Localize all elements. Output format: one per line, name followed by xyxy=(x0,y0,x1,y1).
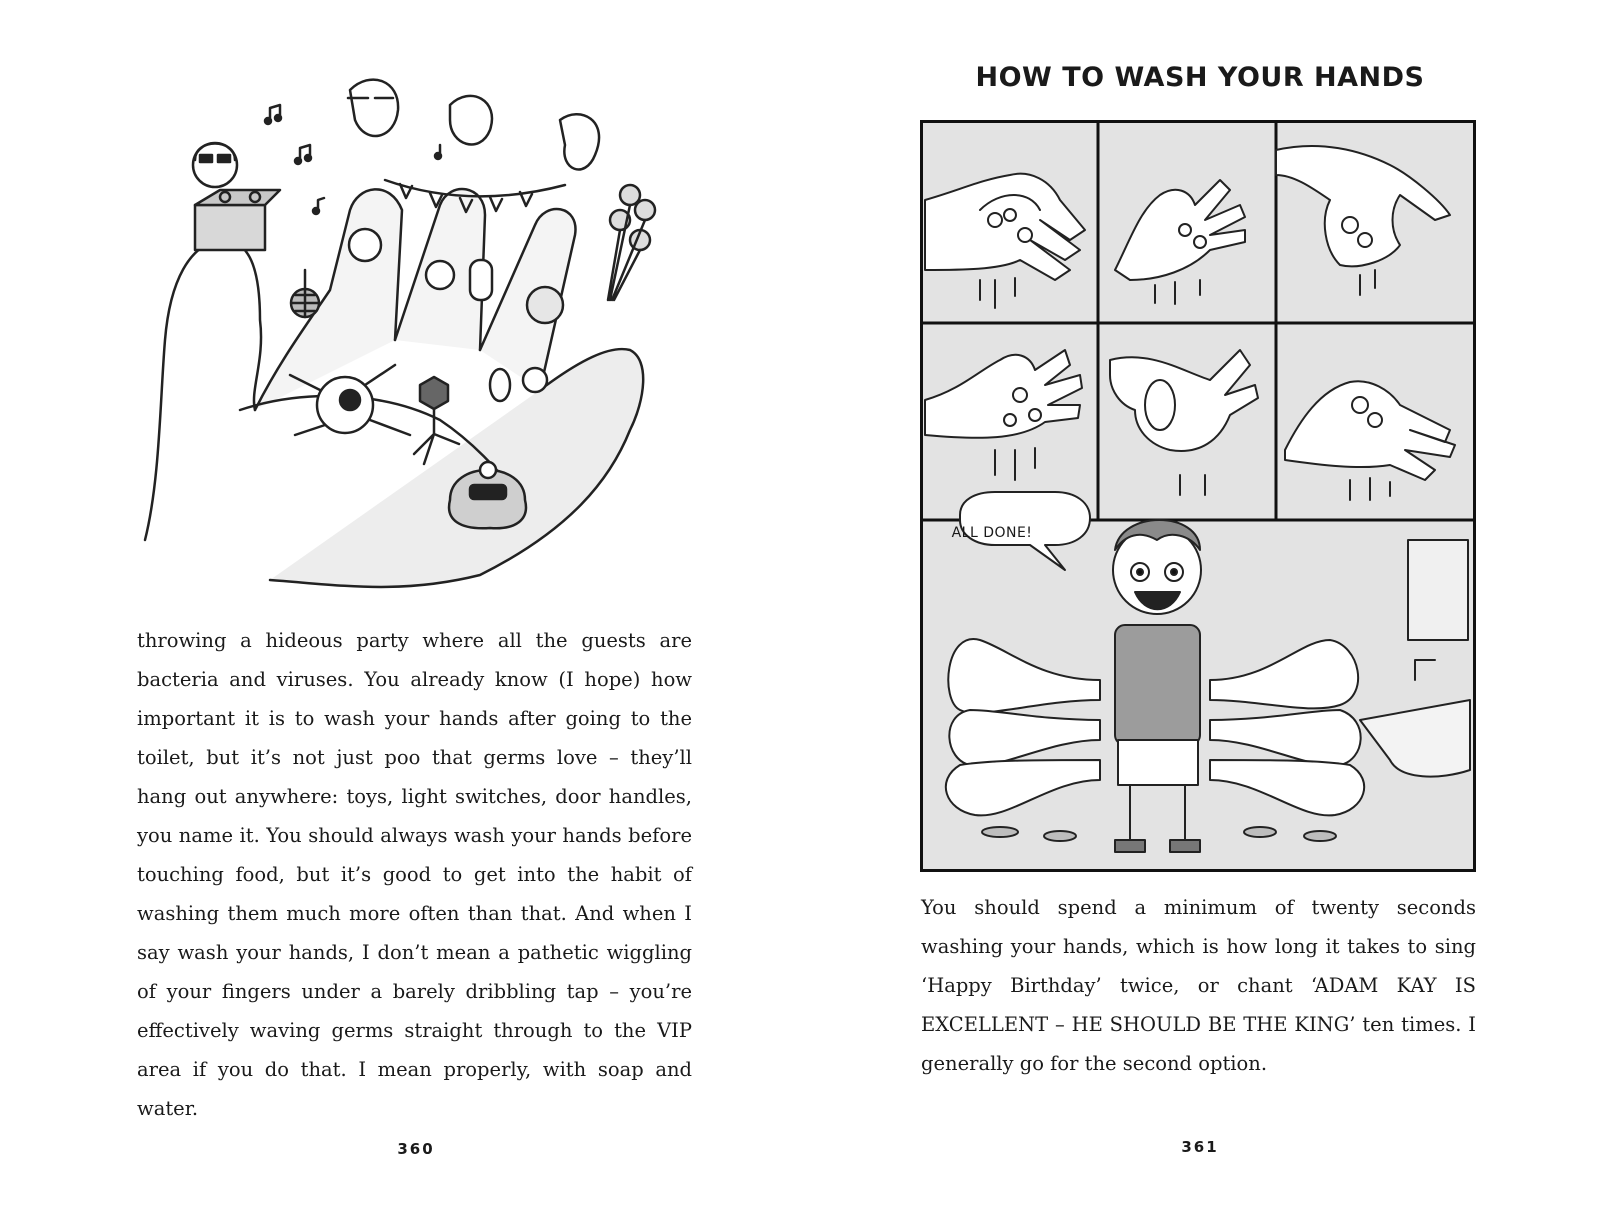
page-number: 360 xyxy=(397,1140,435,1158)
body-text: You should spend a minimum of twenty seconds washing your hands, which is how long it takes to sing ‘Happy Birthday’ twice, or chant ‘ADAM KAY IS EXCELLENT – HE SHOULD BE THE KING’ ten times. I generally go for the second option. xyxy=(921,896,1476,1075)
germ-party-illustration xyxy=(140,60,700,600)
page-number: 361 xyxy=(1181,1138,1219,1156)
body-text: throwing a hideous party where all the guests are bacteria and viruses. You already know (I hope) how important it is to wash your hands after going to the toilet, but it’s not just poo that germs love – they’ll hang out anywhere: toys, light switches, door handles, you name it. You should always wash your hands before touching food, but it’s good to get into the habit of washing them much more often than that. And when I say wash your hands, I don’t mean a pathetic wiggling of your fingers under a barely dribbling tap – you’re effectively waving germs straight through to the VIP area if you do that. I mean properly, with soap and water. xyxy=(137,629,692,1120)
handwashing-comic-strip xyxy=(920,120,1476,872)
speech-bubble-text: ALL DONE! xyxy=(951,525,1033,541)
page-title: HOW TO WASH YOUR HANDS xyxy=(975,62,1425,93)
right-page xyxy=(800,0,1600,1223)
